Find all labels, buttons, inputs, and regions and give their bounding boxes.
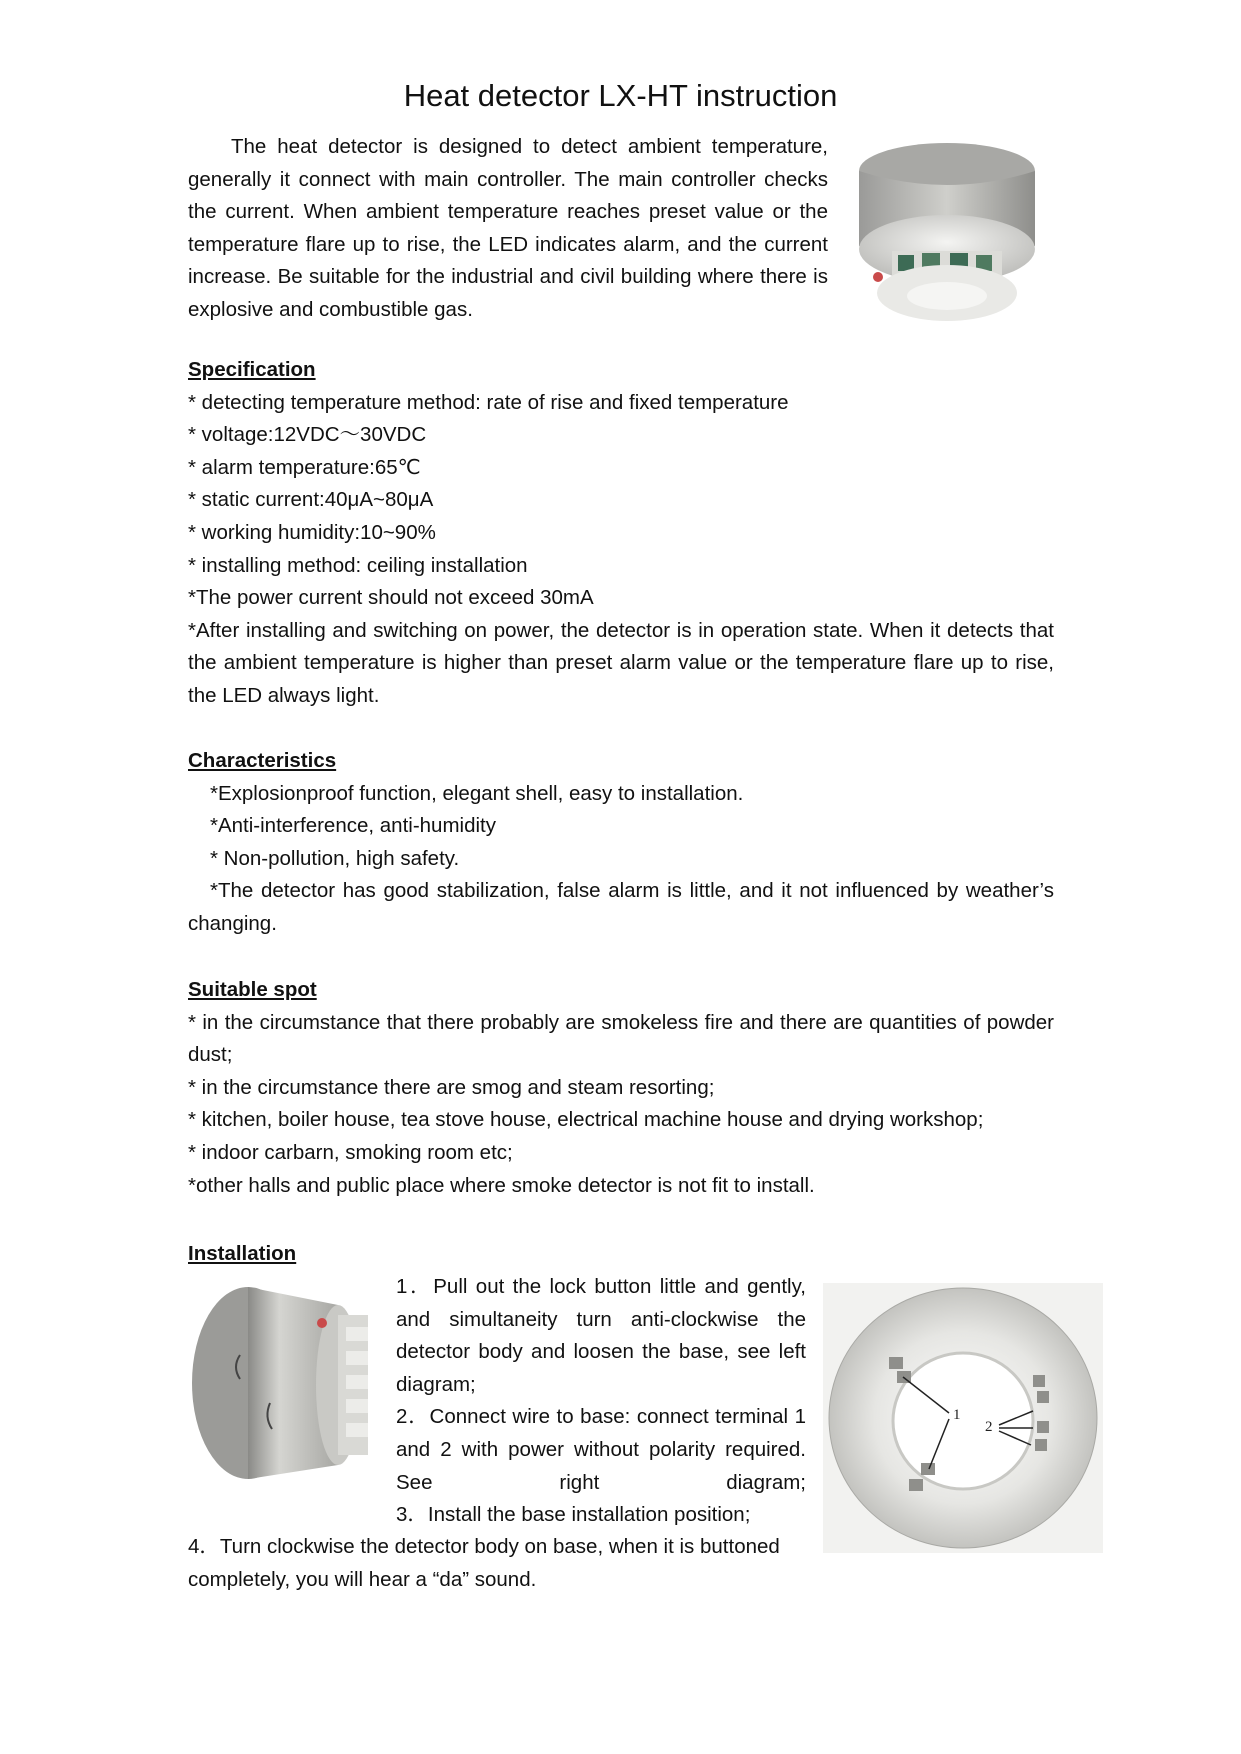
- installation-step: 3．Install the base installation position;: [396, 1503, 751, 1527]
- suitable-spot-item: * in the circumstance that there probably are smokeless fire and there are quantities of powder dust;: [188, 1010, 1054, 1067]
- installation-step: 2．Connect wire to base: connect terminal 1 and 2 with power without polarity required. See right diagram;: [396, 1405, 806, 1494]
- installation-final-step: [188, 1531, 808, 1596]
- terminal-label-1: 1: [953, 1407, 961, 1423]
- characteristic-item: * Non-pollution, high safety.: [210, 846, 460, 870]
- suitable-spot-heading: Suitable spot: [188, 978, 317, 1001]
- characteristics-heading: Characteristics: [188, 749, 337, 772]
- spec-item: * alarm temperature:65℃: [188, 455, 421, 479]
- intro-paragraph: The heat detector is designed to detect ambient temperature, generally it connect with main controller. The main controller checks the current. When ambient temperature reaches preset value or the temperature flare up to rise, the LED indicates alarm, and the current increase. Be suitable for the industrial and civil building where there is explosive and combustible gas.: [188, 135, 828, 321]
- spec-item: *The power current should not exceed 30mA: [188, 586, 594, 610]
- characteristic-item: *The detector has good stabilization, false alarm is little, and it not influenced by weather’s changing.: [188, 879, 1054, 935]
- spec-item: * working humidity:10~90%: [188, 520, 436, 544]
- characteristic-item: *Anti-interference, anti-humidity: [210, 814, 496, 838]
- installation-step: 1．Pull out the lock button little and gently, and simultaneity turn anti-clockwise the detector body and loosen the base, see left diagram;: [396, 1275, 806, 1396]
- installation-steps: [396, 1271, 806, 1532]
- specification-section: [188, 354, 1054, 713]
- characteristic-item: *Explosionproof function, elegant shell, easy to installation.: [210, 781, 744, 805]
- heat-detector-photo: [842, 131, 1052, 341]
- installation-section: [188, 1238, 1054, 1271]
- installation-step: 4．Turn clockwise the detector body on base, when it is buttoned completely, you will hear a “da” sound.: [188, 1535, 780, 1591]
- suitable-spot-item: * kitchen, boiler house, tea stove house, electrical machine house and drying workshop;: [188, 1108, 984, 1132]
- suitable-spot-item: *other halls and public place where smoke detector is not fit to install.: [188, 1173, 815, 1197]
- terminal-label-2: 2: [985, 1419, 993, 1435]
- spec-item: * installing method: ceiling installation: [188, 553, 528, 577]
- specification-heading: Specification: [188, 358, 316, 381]
- page-title: Heat detector LX-HT instruction: [403, 78, 838, 113]
- suitable-spot-item: * in the circumstance there are smog and steam resorting;: [188, 1075, 715, 1099]
- detector-base-diagram: [823, 1283, 1103, 1553]
- detector-side-diagram: [188, 1275, 388, 1495]
- suitable-spot-section: [188, 974, 1054, 1202]
- spec-item: * static current:40μA~80μA: [188, 488, 434, 512]
- intro-section: [188, 131, 828, 327]
- spec-item: * detecting temperature method: rate of rise and fixed temperature: [188, 390, 789, 414]
- characteristics-section: [188, 745, 1054, 941]
- installation-heading: Installation: [188, 1242, 297, 1265]
- spec-item: * voltage:12VDC～30VDC: [188, 423, 427, 447]
- spec-note: *After installing and switching on power, the detector is in operation state. When it detects that the ambient temperature is higher than preset alarm value or the temperature flare up to rise, the LED always light.: [188, 618, 1054, 707]
- suitable-spot-item: * indoor carbarn, smoking room etc;: [188, 1140, 513, 1164]
